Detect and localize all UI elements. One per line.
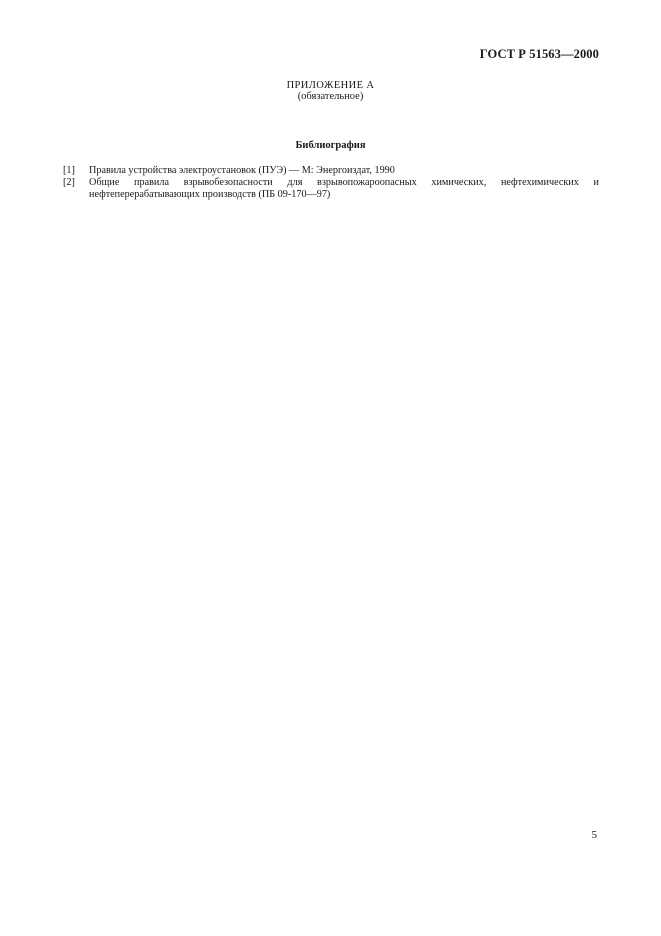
bibliography-item-number: [1] bbox=[63, 165, 75, 176]
document-code: ГОСТ Р 51563—2000 bbox=[479, 47, 599, 61]
appendix-status: (обязательное) bbox=[297, 91, 364, 102]
appendix-heading bbox=[0, 80, 661, 102]
bibliography-item-text: Правила устройства электроустановок (ПУЭ) — М: Энергоиздат, 1990 bbox=[89, 165, 395, 176]
bibliography-list bbox=[63, 165, 599, 201]
page-number: 5 bbox=[591, 829, 597, 841]
bibliography-item bbox=[63, 165, 599, 177]
bibliography-item-text: Общие правила взрывобезопасности для взрывопожароопасных химических, нефтехимических и нефтеперерабатывающих производств (ПБ 09-170—97) bbox=[89, 177, 599, 200]
appendix-title: ПРИЛОЖЕНИЕ А bbox=[286, 80, 375, 91]
bibliography-item bbox=[63, 177, 599, 201]
section-title: Библиография bbox=[295, 140, 366, 151]
bibliography-item-number: [2] bbox=[63, 177, 75, 188]
